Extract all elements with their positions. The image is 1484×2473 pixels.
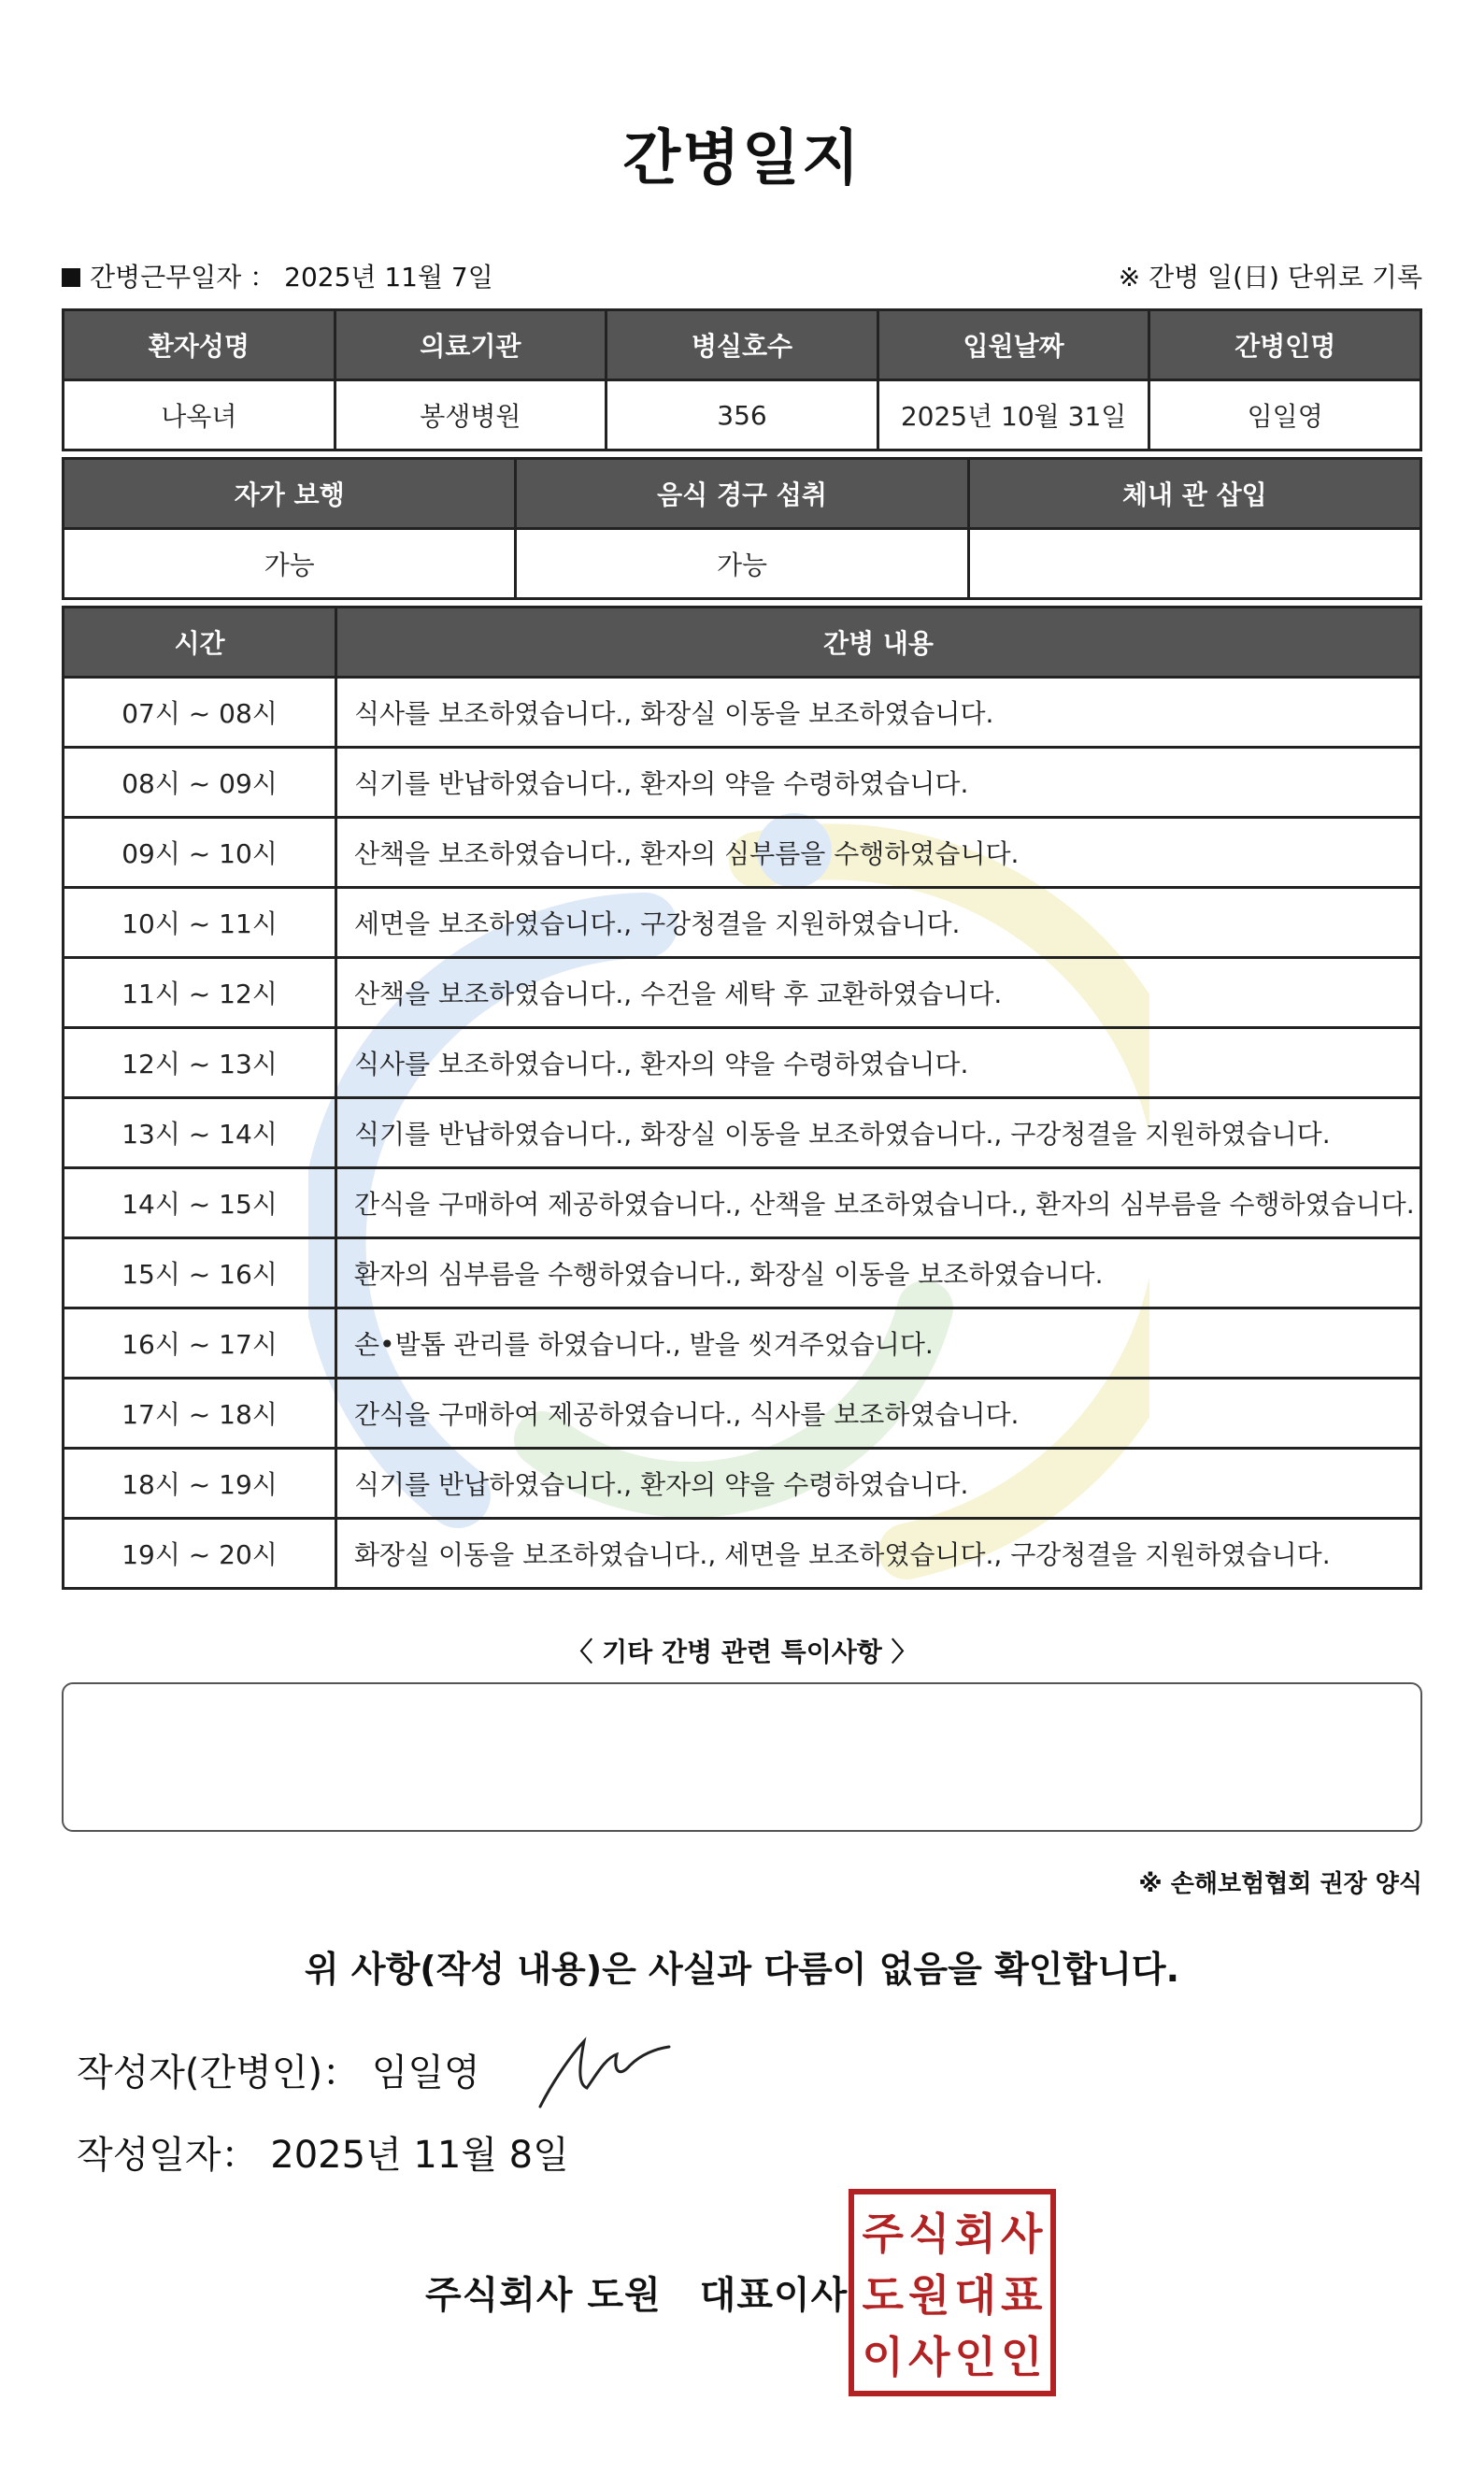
care-log-table bbox=[62, 606, 1422, 1590]
page-title: 간병일지 bbox=[622, 124, 862, 193]
tube-status bbox=[968, 529, 1420, 599]
seal-char: 표 bbox=[1001, 2270, 1043, 2321]
room-number: 356 bbox=[606, 380, 878, 450]
seal-char: 주 bbox=[862, 2209, 904, 2259]
header-admission-date: 입원날짜 bbox=[878, 310, 1149, 380]
log-row bbox=[64, 678, 1421, 748]
log-content: 세면을 보조하였습니다., 구강청결을 지원하였습니다. bbox=[336, 888, 1421, 958]
oral-intake-status: 가능 bbox=[516, 529, 968, 599]
care-log-body bbox=[64, 678, 1421, 1589]
log-time: 07시 ~ 08시 bbox=[64, 678, 336, 748]
log-time: 15시 ~ 16시 bbox=[64, 1238, 336, 1308]
log-row bbox=[64, 1238, 1421, 1308]
company-seal bbox=[849, 2189, 1056, 2396]
seal-char: 원 bbox=[908, 2270, 950, 2321]
record-unit-note: ※ 간병 일(日) 단위로 기록 bbox=[1118, 262, 1422, 293]
log-content: 식기를 반납하였습니다., 화장실 이동을 보조하였습니다., 구강청결을 지원하였습니다. bbox=[336, 1098, 1421, 1168]
special-notes-box bbox=[62, 1682, 1422, 1832]
work-date-line bbox=[62, 257, 493, 294]
company-representative: 주식회사 도원 대표이사 bbox=[425, 2274, 849, 2317]
seal-char: 인 bbox=[1001, 2332, 1043, 2382]
hospital: 봉생병원 bbox=[335, 380, 606, 450]
seal-char: 인 bbox=[954, 2332, 996, 2382]
walking-status: 가능 bbox=[64, 529, 516, 599]
log-row bbox=[64, 1449, 1421, 1519]
log-content: 식사를 보조하였습니다., 화장실 이동을 보조하였습니다. bbox=[336, 678, 1421, 748]
log-time: 17시 ~ 18시 bbox=[64, 1379, 336, 1449]
log-content: 손•발톱 관리를 하였습니다., 발을 씻겨주었습니다. bbox=[336, 1308, 1421, 1379]
square-bullet-icon bbox=[62, 268, 80, 287]
header-tube: 체내 관 삽입 bbox=[968, 459, 1420, 529]
log-content: 산책을 보조하였습니다., 환자의 심부름을 수행하였습니다. bbox=[336, 818, 1421, 888]
seal-char: 이 bbox=[862, 2332, 904, 2382]
log-row bbox=[64, 1168, 1421, 1238]
log-time: 19시 ~ 20시 bbox=[64, 1519, 336, 1589]
log-time: 10시 ~ 11시 bbox=[64, 888, 336, 958]
log-time: 16시 ~ 17시 bbox=[64, 1308, 336, 1379]
written-date-label: 작성일자： bbox=[77, 2134, 259, 2177]
header-walking: 자가 보행 bbox=[64, 459, 516, 529]
log-row bbox=[64, 888, 1421, 958]
writer-label: 작성자(간병인)： bbox=[77, 2051, 361, 2094]
log-content: 식기를 반납하였습니다., 환자의 약을 수령하였습니다. bbox=[336, 1449, 1421, 1519]
admission-date: 2025년 10월 31일 bbox=[878, 380, 1149, 450]
log-content: 식사를 보조하였습니다., 환자의 약을 수령하였습니다. bbox=[336, 1028, 1421, 1098]
log-content: 간식을 구매하여 제공하였습니다., 식사를 보조하였습니다. bbox=[336, 1379, 1421, 1449]
log-time: 13시 ~ 14시 bbox=[64, 1098, 336, 1168]
written-date-value: 2025년 11월 8일 bbox=[270, 2134, 569, 2177]
log-time: 08시 ~ 09시 bbox=[64, 748, 336, 818]
seal-char: 회 bbox=[954, 2209, 996, 2259]
log-content: 산책을 보조하였습니다., 수건을 세탁 후 교환하였습니다. bbox=[336, 958, 1421, 1028]
header-room: 병실호수 bbox=[606, 310, 878, 380]
log-content: 식기를 반납하였습니다., 환자의 약을 수령하였습니다. bbox=[336, 748, 1421, 818]
special-notes-title: 〈 기타 간병 관련 특이사항 〉 bbox=[566, 1637, 918, 1667]
patient-info-table bbox=[62, 308, 1422, 451]
form-source-note: ※ 손해보험협회 권장 양식 bbox=[1138, 1870, 1422, 1898]
log-time: 11시 ~ 12시 bbox=[64, 958, 336, 1028]
header-hospital: 의료기관 bbox=[335, 310, 606, 380]
seal-char: 식 bbox=[908, 2209, 950, 2259]
log-content: 간식을 구매하여 제공하였습니다., 산책을 보조하였습니다., 환자의 심부름을 수행하였습니다. bbox=[336, 1168, 1421, 1238]
log-time: 09시 ~ 10시 bbox=[64, 818, 336, 888]
caregiver-name: 임일영 bbox=[1149, 380, 1421, 450]
seal-characters bbox=[860, 2200, 1045, 2385]
signature-scribble bbox=[533, 2028, 673, 2112]
seal-char: 도 bbox=[862, 2270, 904, 2321]
log-row bbox=[64, 958, 1421, 1028]
log-time: 12시 ~ 13시 bbox=[64, 1028, 336, 1098]
writer-line bbox=[77, 2043, 480, 2096]
work-date-label: 간병근무일자 bbox=[90, 262, 242, 293]
header-oral-intake: 음식 경구 섭취 bbox=[516, 459, 968, 529]
log-content: 화장실 이동을 보조하였습니다., 세면을 보조하였습니다., 구강청결을 지원하였습니다. bbox=[336, 1519, 1421, 1589]
header-patient-name: 환자성명 bbox=[64, 310, 335, 380]
log-row bbox=[64, 818, 1421, 888]
seal-char: 사 bbox=[1001, 2209, 1043, 2259]
log-row bbox=[64, 1028, 1421, 1098]
header-care-content: 간병 내용 bbox=[336, 608, 1421, 678]
patient-status-table bbox=[62, 457, 1422, 600]
patient-name: 나옥녀 bbox=[64, 380, 335, 450]
log-row bbox=[64, 1519, 1421, 1589]
log-row bbox=[64, 748, 1421, 818]
seal-char: 사 bbox=[908, 2332, 950, 2382]
log-time: 18시 ~ 19시 bbox=[64, 1449, 336, 1519]
log-row bbox=[64, 1379, 1421, 1449]
confirmation-statement: 위 사항(작성 내용)은 사실과 다름이 없음을 확인합니다. bbox=[304, 1949, 1180, 1990]
written-date-line bbox=[77, 2125, 569, 2179]
work-date-value: 2025년 11월 7일 bbox=[284, 262, 493, 293]
log-row bbox=[64, 1308, 1421, 1379]
log-row bbox=[64, 1098, 1421, 1168]
writer-name: 임일영 bbox=[371, 2051, 480, 2094]
seal-char: 대 bbox=[954, 2270, 996, 2321]
log-content: 환자의 심부름을 수행하였습니다., 화장실 이동을 보조하였습니다. bbox=[336, 1238, 1421, 1308]
work-date-separator: ： bbox=[250, 262, 277, 293]
header-caregiver: 간병인명 bbox=[1149, 310, 1421, 380]
header-time: 시간 bbox=[64, 608, 336, 678]
log-time: 14시 ~ 15시 bbox=[64, 1168, 336, 1238]
